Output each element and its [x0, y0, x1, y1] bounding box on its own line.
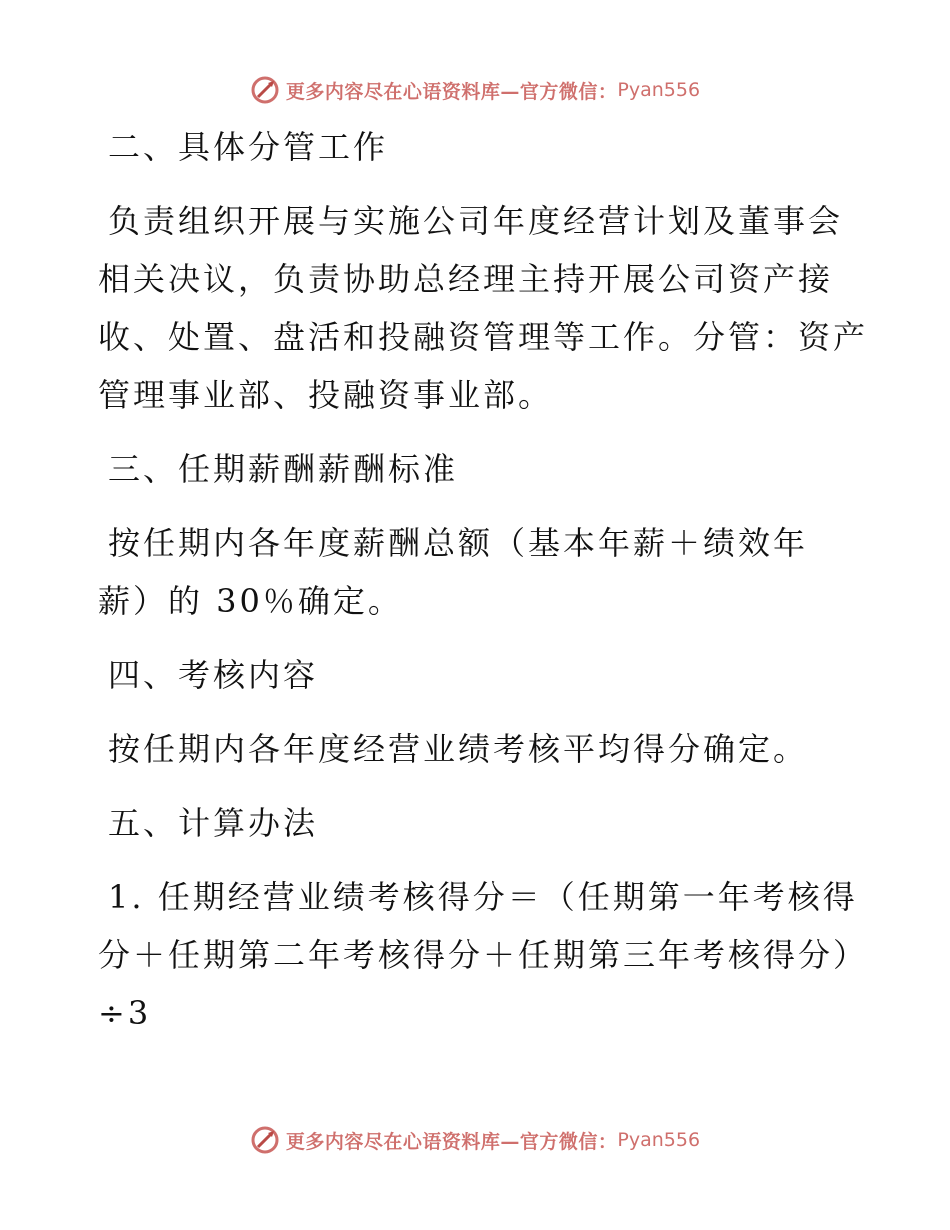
paragraph-line: 按任期内各年度经营业绩考核平均得分确定。	[108, 730, 809, 768]
paragraph-line: 薪）的 30％确定。	[98, 582, 403, 620]
section-heading: 二、具体分管工作	[108, 128, 389, 166]
watermark-banner-bottom	[0, 1120, 950, 1160]
watermark-banner-top	[0, 70, 950, 110]
section-heading: 四、考核内容	[108, 656, 319, 694]
paragraph-line: 管理事业部、投融资事业部。	[98, 376, 554, 414]
watermark-wechat-id: Pyan556	[617, 1129, 701, 1151]
watermark-site-text: 更多内容尽在心语资料库—官方微信：	[285, 1130, 618, 1153]
section-heading: 五、计算办法	[108, 804, 319, 842]
paragraph-line: 负责组织开展与实施公司年度经营计划及董事会	[108, 202, 844, 240]
paragraph-line: 分＋任期第二年考核得分＋任期第三年考核得分）	[98, 936, 869, 974]
paragraph-line: 按任期内各年度薪酬总额（基本年薪＋绩效年	[108, 524, 809, 562]
paragraph-line: 1. 任期经营业绩考核得分＝（任期第一年考核得	[108, 878, 858, 916]
document-body	[98, 118, 869, 1042]
watermark-wechat-id: Pyan556	[617, 79, 701, 101]
quill-pen-logo-icon	[250, 75, 280, 105]
section-heading: 三、任期薪酬薪酬标准	[108, 450, 459, 488]
paragraph-line: ÷3	[98, 994, 152, 1032]
paragraph-line: 收、处置、盘活和投融资管理等工作。分管：资产	[98, 318, 869, 356]
quill-pen-logo-icon	[250, 1125, 280, 1155]
watermark-site-text: 更多内容尽在心语资料库—官方微信：	[285, 80, 618, 103]
paragraph-line: 相关决议，负责协助总经理主持开展公司资产接	[98, 260, 834, 298]
